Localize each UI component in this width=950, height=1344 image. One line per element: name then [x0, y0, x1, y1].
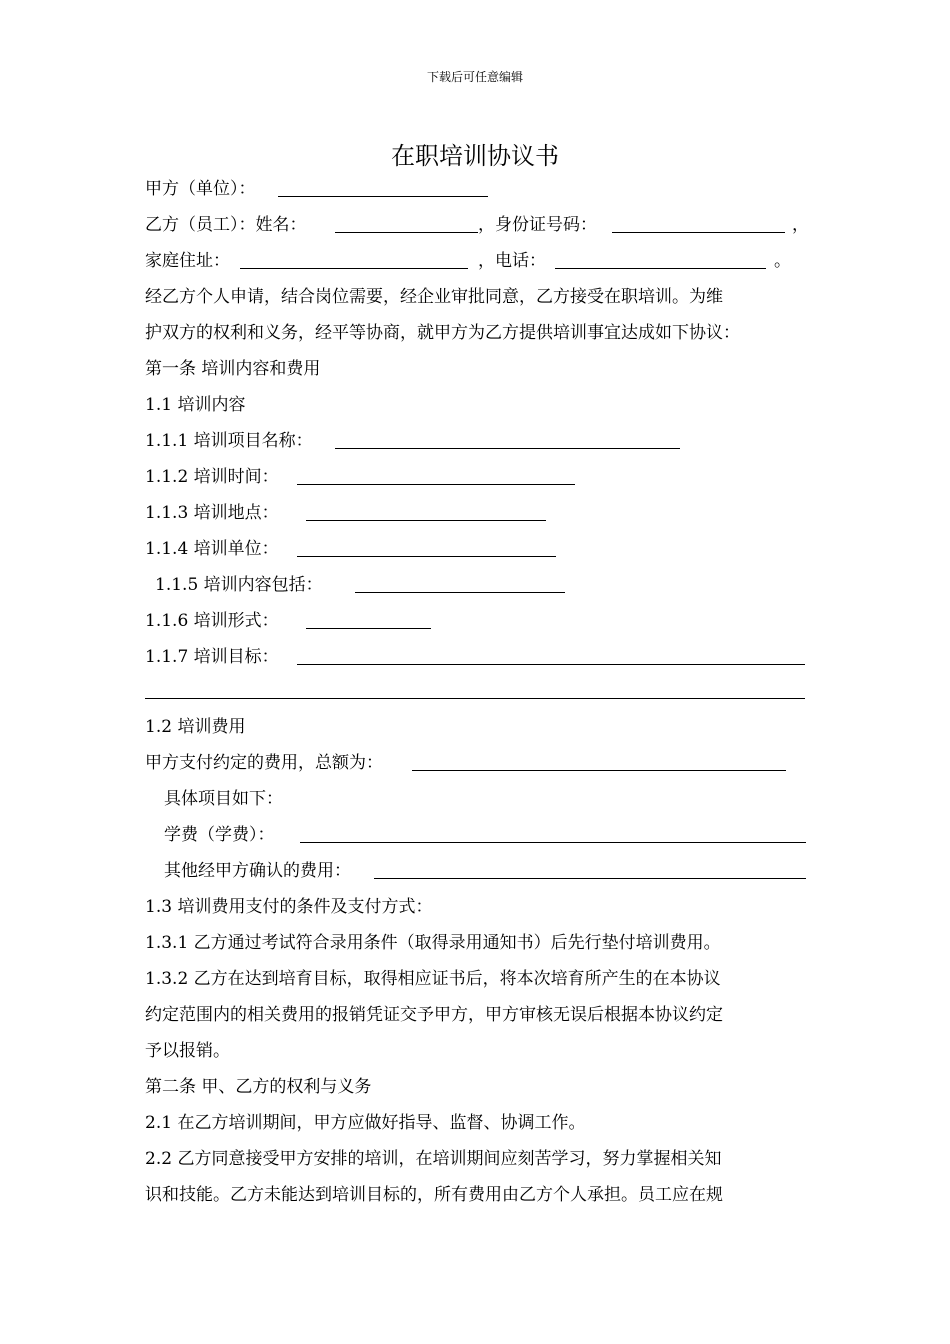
section-1-1: 1.1 培训内容 [145, 395, 246, 415]
article-1-heading: 第一条 培训内容和费用 [145, 359, 321, 379]
section-2-1: 2.1 在乙方培训期间，甲方应做好指导、监督、协调工作。 [145, 1113, 586, 1133]
item-1-1-5-label: 1.1.5 培训内容包括： [155, 575, 323, 595]
item-1-1-7-label: 1.1.7 培训目标： [145, 647, 279, 667]
fee-total-label: 甲方支付约定的费用，总额为： [145, 753, 383, 773]
tuition-field[interactable] [300, 842, 806, 843]
item-1-3-2-line-2: 约定范围内的相关费用的报销凭证交予甲方，甲方审核无误后根据本协议约定 [145, 1005, 723, 1025]
item-1-3-1: 1.3.1 乙方通过考试符合录用条件（取得录用通知书）后先行垫付培训费用。 [145, 933, 721, 953]
phone-field[interactable] [555, 268, 766, 269]
section-2-2-line-1: 2.2 乙方同意接受甲方安排的培训，在培训期间应刻苦学习，努力掌握相关知 [145, 1149, 722, 1169]
party-b-name-label: 乙方（员工）：姓名： [145, 215, 307, 235]
fee-total-field[interactable] [412, 770, 786, 771]
other-fee-label: 其他经甲方确认的费用： [164, 861, 351, 881]
item-1-1-2-label: 1.1.2 培训时间： [145, 467, 279, 487]
tuition-label: 学费（学费）： [164, 825, 275, 845]
phone-label: ，电话： [478, 251, 546, 271]
item-1-1-3-label: 1.1.3 培训地点： [145, 503, 279, 523]
fee-items-label: 具体项目如下： [164, 789, 283, 809]
party-a-field[interactable] [278, 196, 488, 197]
item-1-1-1-field[interactable] [335, 448, 680, 449]
address-field[interactable] [240, 268, 468, 269]
item-1-1-1-label: 1.1.1 培训项目名称： [145, 431, 313, 451]
item-1-1-5-field[interactable] [355, 592, 565, 593]
article-2-heading: 第二条 甲、乙方的权利与义务 [145, 1077, 372, 1097]
document-title: 在职培训协议书 [391, 142, 559, 170]
item-1-1-6-field[interactable] [306, 628, 431, 629]
address-label: 家庭住址： [145, 251, 230, 271]
comma-mark: ， [792, 215, 809, 235]
intro-line-1: 经乙方个人申请，结合岗位需要，经企业审批同意，乙方接受在职培训。为维 [145, 287, 723, 307]
item-1-1-7-field-continued[interactable] [145, 698, 805, 699]
intro-line-2: 护双方的权利和义务，经平等协商，就甲方为乙方提供培训事宜达成如下协议： [145, 323, 740, 343]
item-1-1-3-field[interactable] [306, 520, 546, 521]
item-1-1-6-label: 1.1.6 培训形式： [145, 611, 279, 631]
other-fee-field[interactable] [374, 878, 806, 879]
item-1-1-7-field[interactable] [297, 664, 805, 665]
party-b-name-field[interactable] [335, 232, 478, 233]
party-a-label: 甲方（单位）： [145, 179, 256, 199]
item-1-1-4-label: 1.1.4 培训单位： [145, 539, 279, 559]
party-b-id-field[interactable] [612, 232, 785, 233]
section-1-3: 1.3 培训费用支付的条件及支付方式： [145, 897, 433, 917]
page-header: 下载后可任意编辑 [426, 70, 523, 84]
section-2-2-line-2: 识和技能。乙方未能达到培训目标的，所有费用由乙方个人承担。员工应在规 [145, 1185, 723, 1205]
item-1-3-2-line-3: 予以报销。 [145, 1041, 230, 1061]
section-1-2: 1.2 培训费用 [145, 717, 246, 737]
item-1-3-2-line-1: 1.3.2 乙方在达到培育目标，取得相应证书后，将本次培育所产生的在本协议 [145, 969, 721, 989]
party-b-id-label: ，身份证号码： [478, 215, 597, 235]
item-1-1-2-field[interactable] [297, 484, 575, 485]
period-mark: 。 [774, 251, 791, 271]
item-1-1-4-field[interactable] [297, 556, 556, 557]
